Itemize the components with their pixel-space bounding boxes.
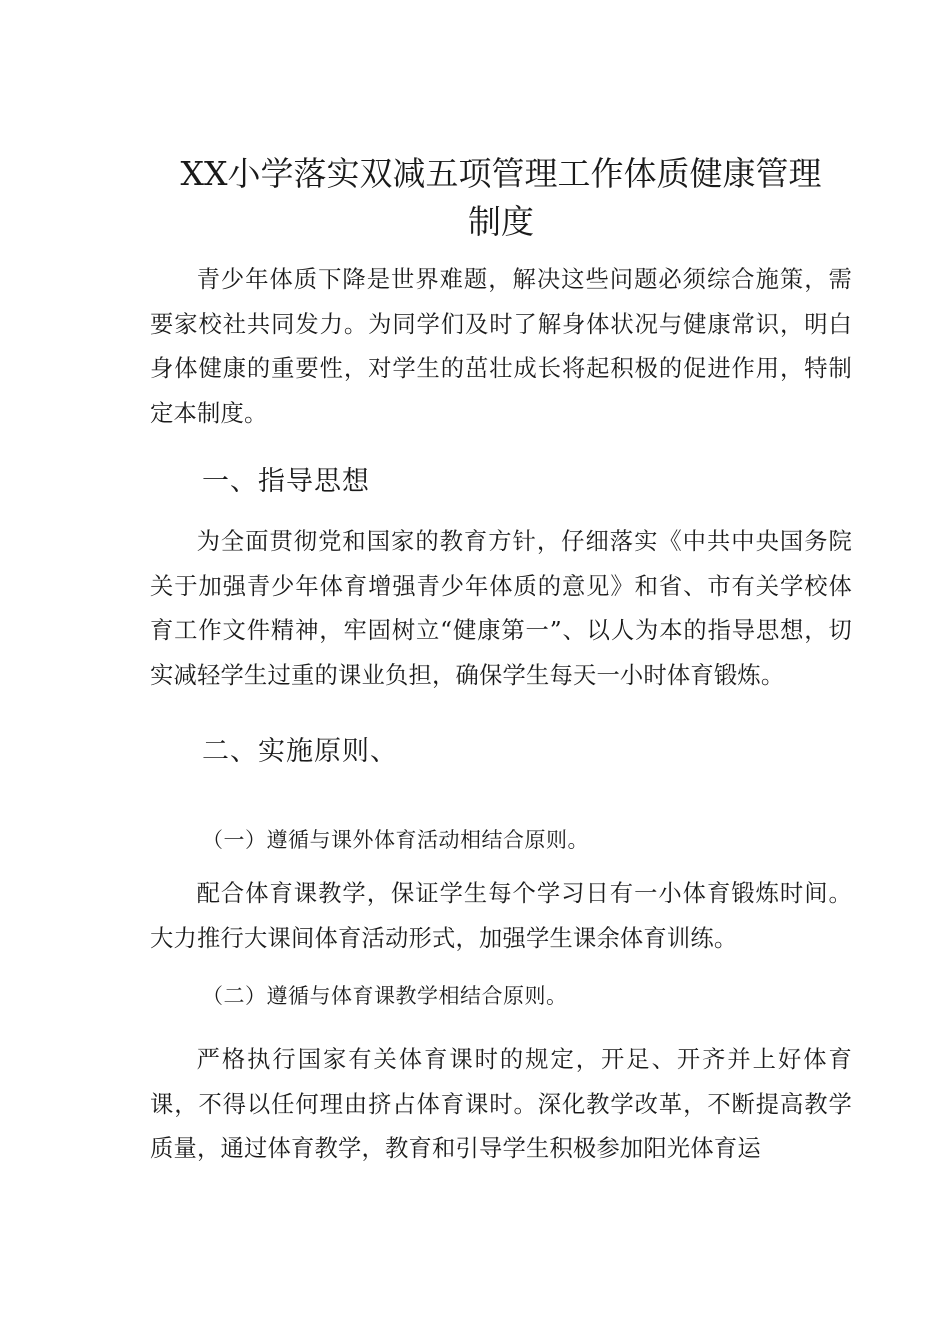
- document-title-line2: 制度: [468, 202, 534, 241]
- section2-heading: 二、实施原则、: [202, 736, 398, 767]
- section2-sub1-paragraph: 配合体育课教学，保证学生每个学习日有一小体育锻炼时间。大力推行大课间体育活动形式，加强学生课余体育训练。: [150, 880, 852, 952]
- document-title-line1: XX小学落实双减五项管理工作体质健康管理: [180, 154, 822, 193]
- section2-sub1-heading: （一）遵循与课外体育活动相结合原则。: [202, 828, 589, 852]
- intro-paragraph: 青少年体质下降是世界难题，解决这些问题必须综合施策，需要家校社共同发力。为同学们及时了解身体状况与健康常识，明白身体健康的重要性，对学生的茁壮成长将起积极的促进作用，特制定本制度。: [150, 266, 852, 427]
- section1-heading: 一、指导思想: [202, 466, 370, 497]
- section2-sub2-paragraph: 严格执行国家有关体育课时的规定，开足、开齐并上好体育课，不得以任何理由挤占体育课时。深化教学改革，不断提高教学质量，通过体育教学，教育和引导学生积极参加阳光体育运: [150, 1046, 852, 1162]
- section2-sub2-heading: （二）遵循与体育课教学相结合原则。: [202, 984, 568, 1008]
- section1-paragraph: 为全面贯彻党和国家的教育方针，仔细落实《中共中央国务院关于加强青少年体育增强青少年体质的意见》和省、市有关学校体育工作文件精神，牢固树立“健康第一”、以人为本的指导思想，切实减轻学生过重的课业负担，确保学生每天一小时体育锻炼。: [150, 528, 852, 689]
